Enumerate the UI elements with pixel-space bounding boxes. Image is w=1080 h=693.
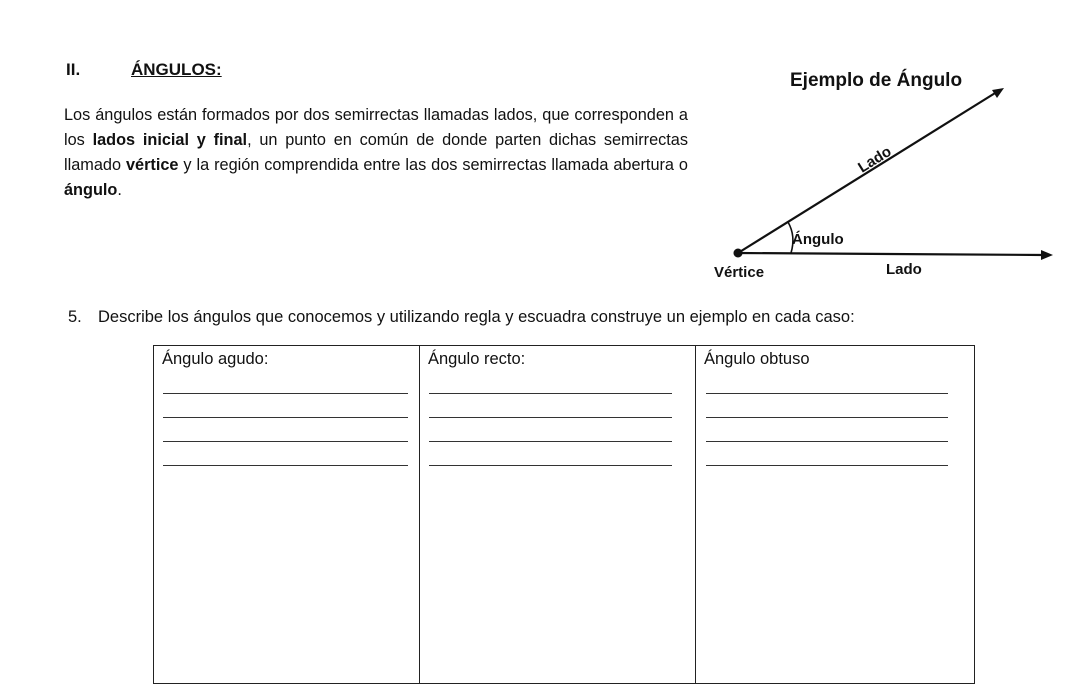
answer-line[interactable] xyxy=(163,465,408,466)
answer-table xyxy=(153,345,975,684)
answer-line[interactable] xyxy=(429,393,672,394)
label-lower-side: Lado xyxy=(886,261,922,278)
answer-line[interactable] xyxy=(706,441,948,442)
answer-line[interactable] xyxy=(163,441,408,442)
paragraph-bold-angle: ángulo xyxy=(64,181,118,199)
lower-ray xyxy=(738,253,1044,255)
column-obtuse xyxy=(695,346,974,683)
question-number: 5. xyxy=(68,308,82,326)
diagram-title: Ejemplo de Ángulo xyxy=(790,70,963,91)
answer-line[interactable] xyxy=(163,417,408,418)
answer-line[interactable] xyxy=(429,465,672,466)
answer-line[interactable] xyxy=(706,465,948,466)
paragraph-bold-vertex: vértice xyxy=(125,156,179,174)
paragraph-text-1: Los ángulos están formados por dos semirrectas llamadas lados, que corresponden a los xyxy=(64,106,688,149)
intro-paragraph xyxy=(64,103,688,203)
paragraph-text-3: y la región comprendida entre las dos semirrectas llamada abertura o xyxy=(178,156,688,174)
paragraph-text-4: . xyxy=(117,181,122,199)
column-title-acute: Ángulo agudo: xyxy=(162,350,269,368)
label-upper-side: Lado xyxy=(855,142,895,177)
vertex-point xyxy=(734,249,743,258)
answer-line[interactable] xyxy=(429,441,672,442)
paragraph-bold-sides: lados inicial y final xyxy=(92,131,248,149)
label-angle: Ángulo xyxy=(792,231,844,248)
section-title: ÁNGULOS: xyxy=(131,60,222,79)
question-text: Describe los ángulos que conocemos y utilizando regla y escuadra construye un ejemplo en cada caso: xyxy=(98,308,855,326)
answer-line[interactable] xyxy=(706,417,948,418)
section-number: II. xyxy=(66,60,81,79)
answer-line[interactable] xyxy=(429,417,672,418)
column-right xyxy=(419,346,695,683)
column-title-right: Ángulo recto: xyxy=(428,350,526,368)
column-title-obtuse: Ángulo obtuso xyxy=(704,350,810,368)
lower-ray-arrowhead xyxy=(1041,250,1053,260)
label-vertex: Vértice xyxy=(714,264,765,281)
answer-line[interactable] xyxy=(163,393,408,394)
paragraph-text-2: , un punto en común de donde parten dichas semirrectas llamado xyxy=(64,131,688,174)
column-acute xyxy=(154,346,419,683)
answer-line[interactable] xyxy=(706,393,948,394)
angle-diagram xyxy=(700,60,1070,290)
question-5 xyxy=(68,308,855,327)
